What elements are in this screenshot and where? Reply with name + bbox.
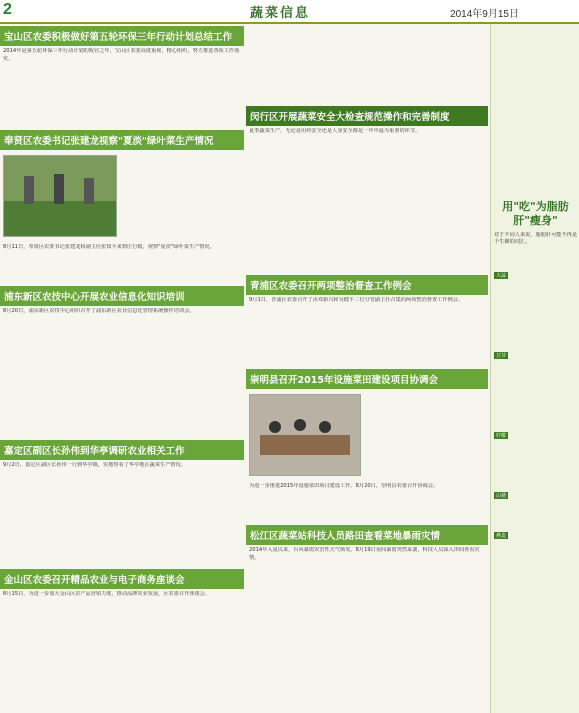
- article-body: 8月11日，奉贤区农委书记张建龙和副主任张知平来到庄行镇，视察"夏淡"绿叶菜生产情况。: [3, 244, 215, 250]
- sidebar-tag: 燕麦: [496, 532, 507, 539]
- article-body: 8月20日，浦东新区农技中心组织召开了浦东新区农业信息化管理系统操作培训会。: [3, 308, 195, 314]
- page-header: [0, 0, 579, 24]
- issue-date: 2014年9月15日: [450, 9, 519, 20]
- sidebar-tag: 豆芽: [496, 352, 507, 359]
- headline: 松江区蔬菜站科技人员路田查看菜地暴雨灾情: [246, 525, 488, 545]
- article-body: 2014年入夏以来，台风暴雨灾害性天气频发。8月19日夜间暴雨突然来袭，科技人员深入田间查看灾情。: [249, 547, 480, 561]
- sidebar-tag: 柠檬: [496, 432, 507, 439]
- left-column: [0, 24, 244, 713]
- sidebar-tag: 大蒜: [496, 272, 507, 279]
- article-body: 为进一步推进2015年设施菜田项目建设工作，8月20日，崇明县农委召开协调会。: [249, 483, 439, 489]
- article-body: 9月2日，嘉定区副区长孙伟一行到华亭镇，实地察看了华亭地区蔬菜生产情况。: [3, 462, 186, 468]
- headline: 金山区农委召开精品农业与电子商务座谈会: [0, 569, 244, 589]
- headline: 青浦区农委召开两项整治督查工作例会: [246, 275, 488, 295]
- article-body: 夏季蔬菜生产，无论是用药安全还是人身安全都是一年中最为重要的环节。: [249, 128, 421, 134]
- page-number: 2: [3, 1, 12, 18]
- article-body-continued: [246, 24, 488, 104]
- article-body: 9月1日，青浦区农委召开了由邓新兴和吴健平二位分管副主任召集的两项整治督查工作例会。: [249, 297, 464, 303]
- article-body: 8月15日，为进一步加大金山区农产品营销力度，推动品牌农业发展，区农委召开座谈会。: [3, 591, 211, 597]
- headline: 宝山区农委积极做好第五轮环保三年行动计划总结工作: [0, 26, 244, 46]
- article-body: 2014年是第五轮环保三年行动计划的收官之年，宝山区农委高度重视，精心组织，努力推进各项工作落实。: [3, 48, 240, 62]
- headline: 闵行区开展蔬菜安全大检查规范操作和完善制度: [246, 106, 488, 126]
- sidebar-title: 用"吃"为脂肪肝"瘦身": [502, 200, 569, 228]
- headline: 崇明县召开2015年设施菜田建设项目协调会: [246, 369, 488, 389]
- meeting-photo: [249, 394, 361, 476]
- masthead-title: 蔬菜信息: [250, 5, 311, 20]
- sidebar-top-text: [491, 24, 579, 194]
- sidebar-body: 对于不同人来说，脂肪肝可能不再是个生僻的词汇。: [494, 231, 578, 246]
- middle-column: [246, 24, 488, 713]
- headline: 浦东新区农技中心开展农业信息化知识培训: [0, 286, 244, 306]
- headline: 嘉定区副区长孙伟到华亭调研农业相关工作: [0, 440, 244, 460]
- sidebar-tag: 山楂: [496, 492, 507, 499]
- sidebar-health-column: [490, 24, 579, 713]
- headline: 奉贤区农委书记张建龙视察"夏淡"绿叶菜生产情况: [0, 130, 244, 150]
- field-photo: [3, 155, 117, 237]
